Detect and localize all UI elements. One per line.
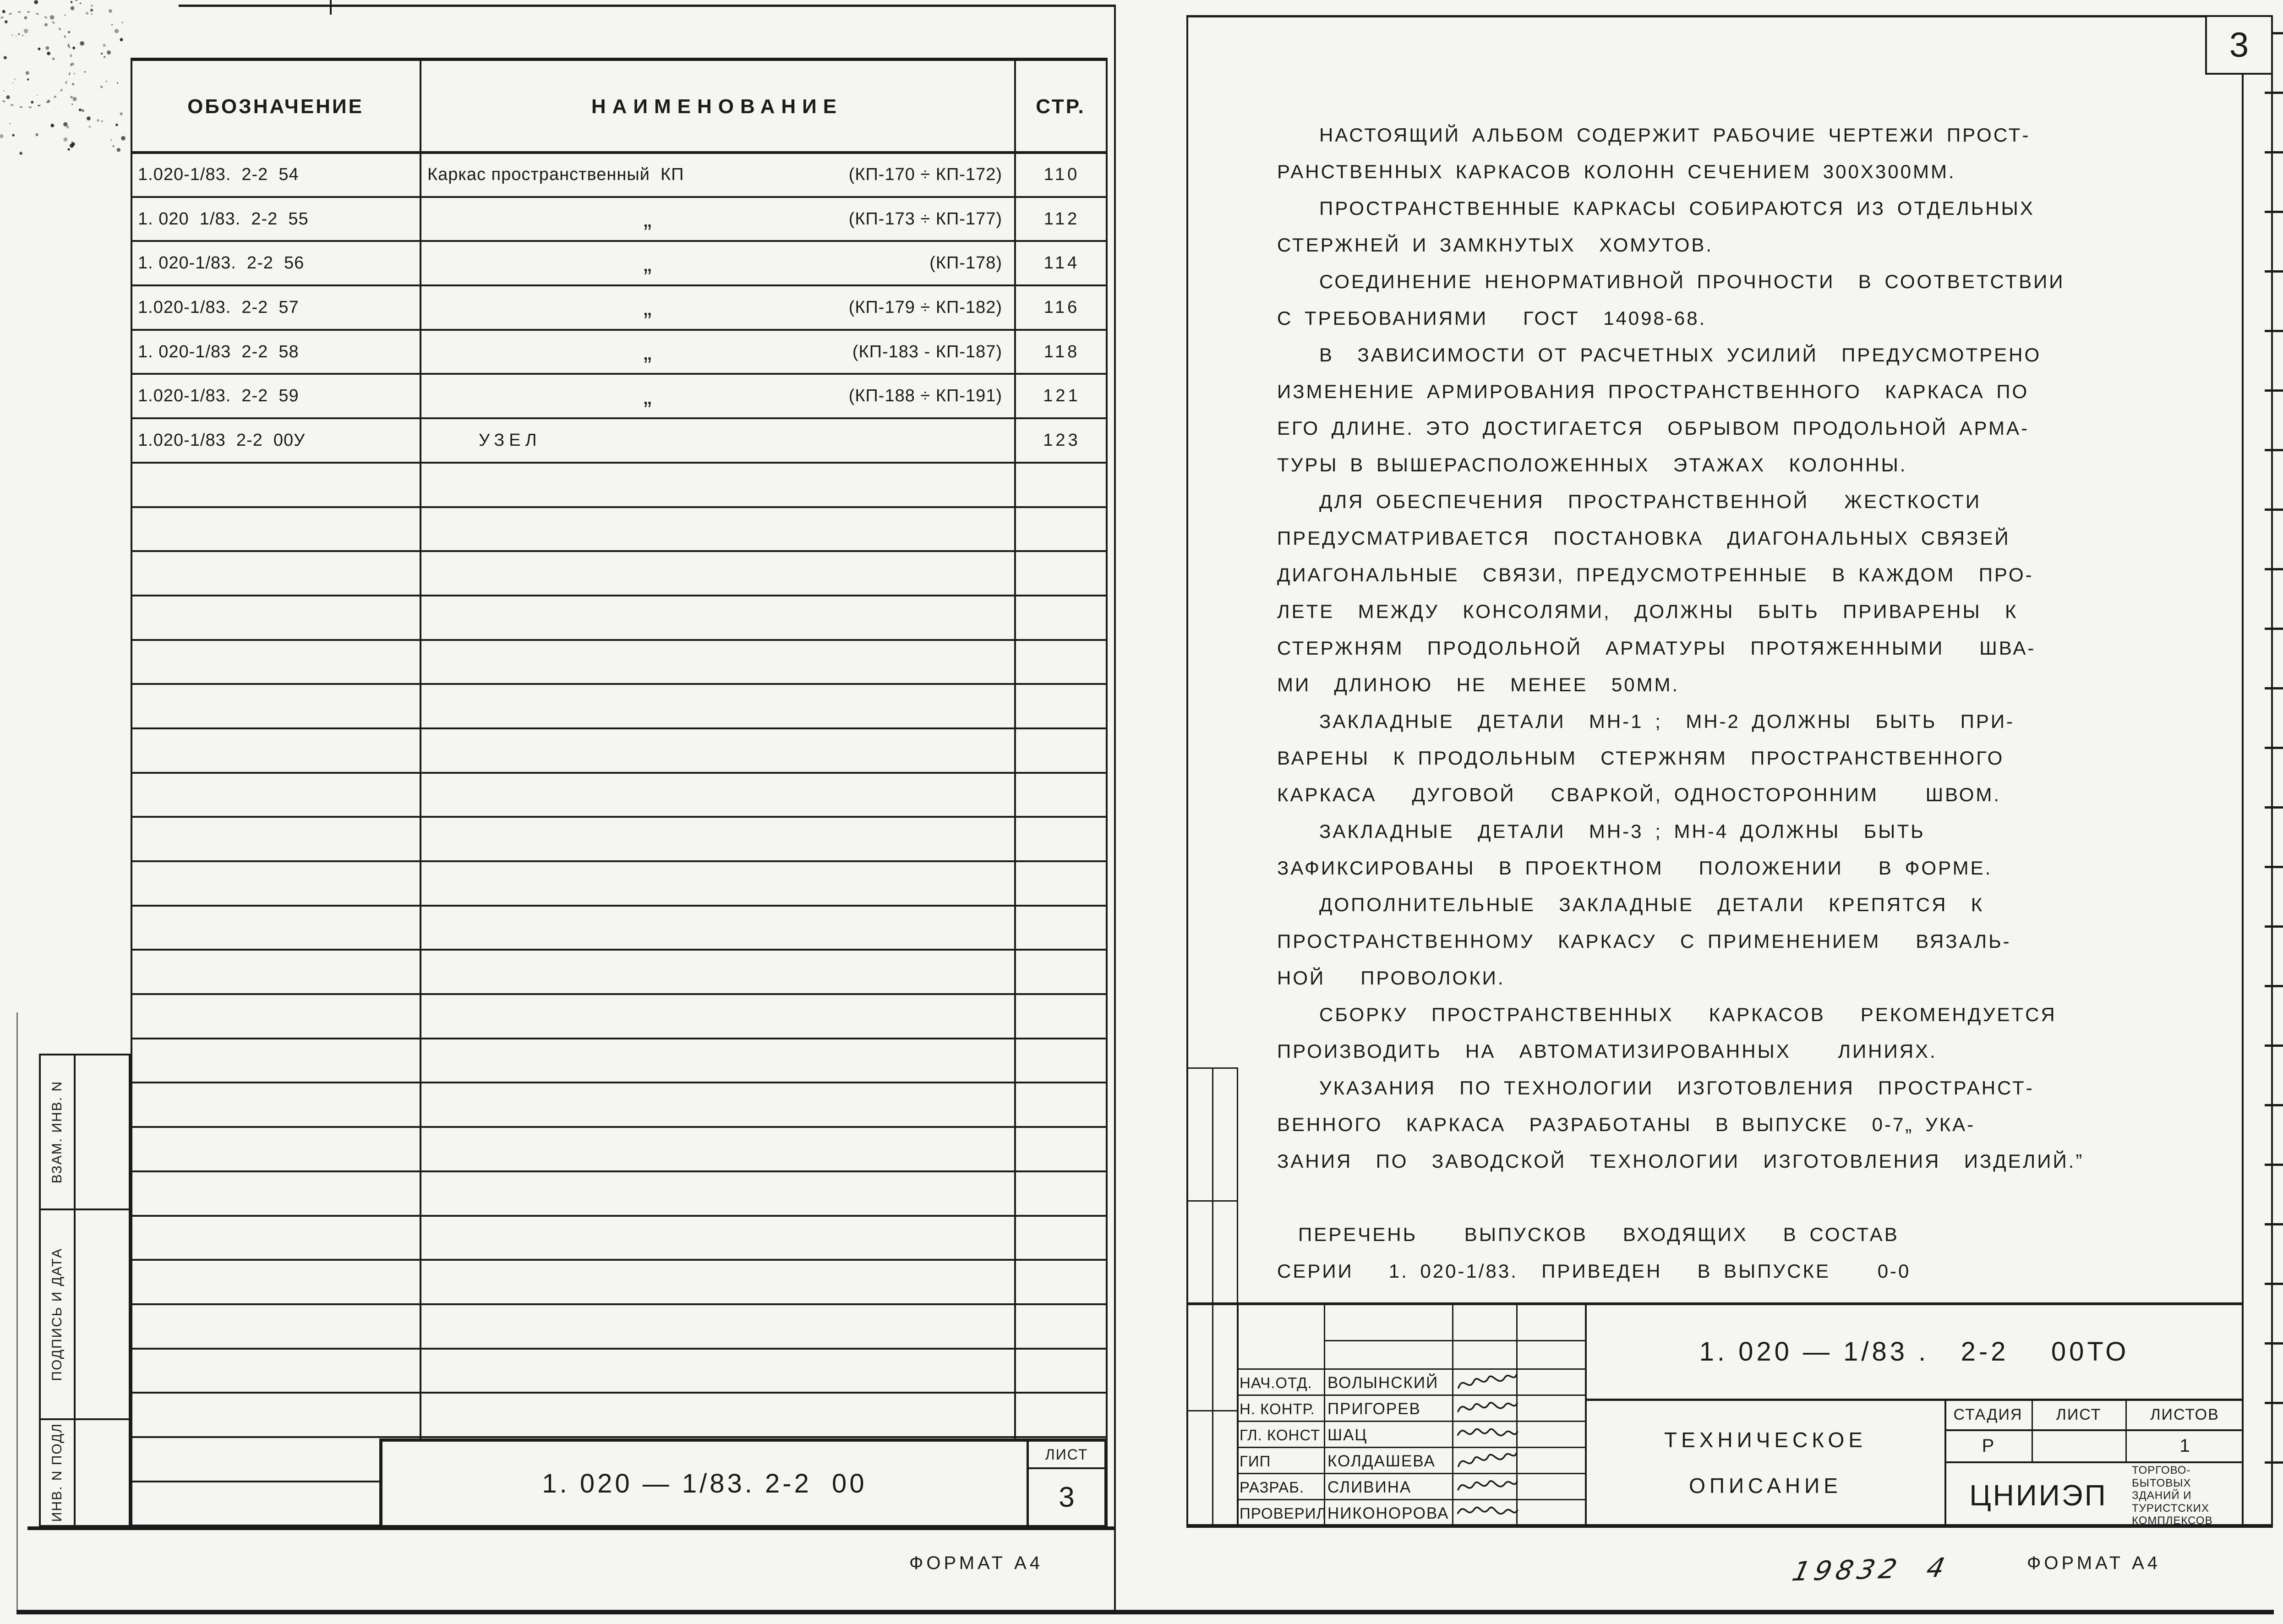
text-line: ЗАФИКСИРОВАНЫ В ПРОЕКТНОМ ПОЛОЖЕНИИ В ФОРМЕ. xyxy=(1277,857,1993,879)
cell-designation: 1.020-1/83 2-2 00У xyxy=(138,430,306,450)
sheets-value: 1 xyxy=(2179,1435,2190,1456)
sheet-cell xyxy=(1027,1442,1104,1525)
doc-number-box xyxy=(379,1438,1108,1528)
edge-tick xyxy=(2265,568,2283,570)
rp-margin-line-c xyxy=(1187,1410,1238,1411)
edge-tick xyxy=(2265,389,2283,392)
cell-designation: 1.020-1/83. 2-2 54 xyxy=(138,164,299,184)
signature-scribble xyxy=(1455,1368,1521,1396)
text-line: ЗАКЛАДНЫЕ ДЕТАЛИ МН-3 ; МН-4 ДОЛЖНЫ БЫТЬ xyxy=(1277,820,1925,842)
org-desc-line: КОМПЛЕКСОВ xyxy=(2132,1515,2213,1527)
right-page-left-border xyxy=(1186,15,1188,1527)
sig-name: ПРИГОРЕВ xyxy=(1327,1400,1421,1418)
sig-row-line xyxy=(1237,1473,1585,1474)
table-row-empty xyxy=(131,774,1108,818)
cell-ditto: „ xyxy=(644,339,652,366)
table-row xyxy=(131,419,1108,464)
edge-tick xyxy=(2265,151,2283,153)
table-row-empty xyxy=(131,685,1108,729)
text-line: ЕГО ДЛИНЕ. ЭТО ДОСТИГАЕТСЯ ОБРЫВОМ ПРОДОЛЬНОЙ АРМА- xyxy=(1277,417,2029,439)
text-line: СЕРИИ 1. 020-1/83. ПРИВЕДЕН В ВЫПУСКЕ 0-0 xyxy=(1277,1260,1911,1282)
cell-name: УЗЕЛ xyxy=(479,430,541,450)
edge-tick xyxy=(2265,270,2283,273)
cell-designation: 1.020-1/83. 2-2 59 xyxy=(138,386,299,406)
cell-range: (КП-178) xyxy=(929,253,1002,273)
margin-label: ИНВ. N ПОДЛ xyxy=(41,1420,76,1525)
rp-margin-line-b xyxy=(1187,1200,1238,1202)
document-title-line2: ОПИСАНИЕ xyxy=(1689,1474,1842,1498)
margin-cell-inv xyxy=(41,1420,129,1525)
text-line: СБОРКУ ПРОСТРАНСТВЕННЫХ КАРКАСОВ РЕКОМЕНДУЕТСЯ xyxy=(1277,1004,2057,1025)
table-row-empty xyxy=(131,818,1108,862)
sig-role: РАЗРАБ. xyxy=(1240,1479,1305,1496)
cell-page: 121 xyxy=(1043,386,1081,406)
sig-name: НИКОНОРОВА xyxy=(1327,1504,1449,1522)
table-top-line xyxy=(131,58,1108,61)
text-line: ИЗМЕНЕНИЕ АРМИРОВАНИЯ ПРОСТРАНСТВЕННОГО КАРКАСА ПО xyxy=(1277,381,2029,402)
table-row xyxy=(131,198,1108,242)
table-col-divider-1 xyxy=(420,60,421,1527)
right-page-outer-border xyxy=(2271,15,2273,1527)
text-line xyxy=(1277,1180,2207,1216)
cell-range: (КП-188 ÷ КП-191) xyxy=(848,386,1002,406)
text-line: ЗАНИЯ ПО ЗАВОДСКОЙ ТЕХНОЛОГИИ ИЗГОТОВЛЕНИЯ ИЗДЕЛИЙ.” xyxy=(1277,1150,2084,1172)
document-title-line1: ТЕХНИЧЕСКОЕ xyxy=(1664,1428,1867,1452)
right-page-bottom-border xyxy=(1186,1524,2273,1528)
sig-role: ГЛ. КОНСТ xyxy=(1240,1427,1321,1444)
tb-stage-values-underline xyxy=(1944,1461,2244,1463)
tb-v-name-sign xyxy=(1452,1302,1453,1527)
sig-role: ПРОВЕРИЛ xyxy=(1240,1505,1327,1522)
signature-scribble xyxy=(1455,1446,1521,1475)
edge-tick xyxy=(2265,628,2283,630)
organization-name: ЦНИИЭП xyxy=(1969,1479,2108,1512)
right-page-top-border xyxy=(1186,15,2273,17)
table-row-empty xyxy=(131,995,1108,1039)
text-line: МИ ДЛИНОЮ НЕ МЕНЕЕ 50ММ. xyxy=(1277,674,1680,695)
edge-tick xyxy=(2265,211,2283,213)
cell-ditto: „ xyxy=(644,383,652,410)
sheet-bottom-edge xyxy=(16,1610,2274,1614)
sheet-number: 3 xyxy=(1059,1481,1075,1513)
cell-designation: 1. 020-1/83. 2-2 56 xyxy=(138,253,305,273)
signature-scribble xyxy=(1455,1498,1521,1527)
table-row-empty xyxy=(131,1039,1108,1084)
table-row-empty xyxy=(131,1261,1108,1305)
edge-tick xyxy=(2265,1461,2283,1464)
edge-tick xyxy=(2265,1104,2283,1106)
cell-designation: 1.020-1/83. 2-2 57 xyxy=(138,297,299,317)
text-line: ДОПОЛНИТЕЛЬНЫЕ ЗАКЛАДНЫЕ ДЕТАЛИ КРЕПЯТСЯ К xyxy=(1277,894,1984,915)
text-line: ТУРЫ В ВЫШЕРАСПОЛОЖЕННЫХ ЭТАЖАХ КОЛОННЫ. xyxy=(1277,454,1907,476)
page-number-cell xyxy=(2205,15,2273,75)
sig-role: Н. КОНТР. xyxy=(1240,1400,1315,1417)
cell-page: 112 xyxy=(1043,209,1080,229)
edge-tick xyxy=(2265,1223,2283,1225)
margin-cell-podpis xyxy=(41,1210,129,1420)
cell-page: 118 xyxy=(1043,342,1080,361)
document-title xyxy=(1587,1402,1944,1524)
cell-range: (КП-170 ÷ КП-172) xyxy=(848,164,1002,184)
table-row-empty xyxy=(131,1217,1108,1261)
text-line: ВАРЕНЫ К ПРОДОЛЬНЫМ СТЕРЖНЯМ ПРОСТРАНСТВЕННОГО xyxy=(1277,747,2004,769)
cell-page: 123 xyxy=(1043,430,1081,450)
cell-range: (КП-179 ÷ КП-182) xyxy=(848,297,1002,317)
text-line: ПРОСТРАНСТВЕННОМУ КАРКАСУ С ПРИМЕНЕНИЕМ ВЯЗАЛЬ- xyxy=(1277,930,2011,952)
left-page-right-border xyxy=(1114,5,1116,1613)
sig-role: ГИП xyxy=(1240,1453,1271,1470)
org-desc-line: ТОРГОВО- xyxy=(2132,1464,2191,1476)
margin-label: ПОДПИСЬ И ДАТА xyxy=(41,1210,76,1418)
edge-tick xyxy=(2265,925,2283,928)
signature-scribble xyxy=(1456,1475,1520,1498)
sig-row-line xyxy=(1237,1499,1585,1500)
cell-range: (КП-183 - КП-187) xyxy=(852,342,1002,361)
edge-tick xyxy=(2265,1044,2283,1047)
corner-stamp xyxy=(0,0,137,165)
title-block-doc-number: 1. 020 — 1/83 . 2-2 00ТО xyxy=(1699,1336,2130,1367)
cell-designation: 1. 020 1/83. 2-2 55 xyxy=(138,209,309,229)
doc-number: 1. 020 — 1/83. 2-2 00 xyxy=(542,1468,867,1498)
table-row-empty xyxy=(131,729,1108,774)
format-label-left: ФОРМАТ А4 xyxy=(909,1553,1043,1573)
rp-margin-divider-1 xyxy=(1212,1067,1213,1526)
table-row-empty xyxy=(131,1172,1108,1217)
org-desc-line: ЗДАНИЙ И xyxy=(2132,1489,2192,1502)
cell-ditto: „ xyxy=(644,250,652,277)
text-line: СТЕРЖНЕЙ И ЗАМКНУТЫХ ХОМУТОВ. xyxy=(1277,234,1714,256)
table-row-empty xyxy=(131,464,1108,508)
toc-header-page: СТР. xyxy=(1036,95,1086,118)
edge-tick xyxy=(2265,92,2283,94)
cell-range: (КП-173 ÷ КП-177) xyxy=(848,209,1002,229)
table-left-border xyxy=(131,60,132,1527)
page-number: 3 xyxy=(2229,25,2249,65)
sheet-left-edge xyxy=(16,1012,18,1613)
text-line: ЛЕТЕ МЕЖДУ КОНСОЛЯМИ, ДОЛЖНЫ БЫТЬ ПРИВАРЕНЫ К xyxy=(1277,601,2018,622)
signature-scribble xyxy=(1456,1397,1520,1420)
edge-tick xyxy=(2265,866,2283,868)
sig-row-line xyxy=(1237,1368,1585,1370)
text-line: ДИАГОНАЛЬНЫЕ СВЯЗИ, ПРЕДУСМОТРЕННЫЕ В КАЖДОМ ПРО- xyxy=(1277,564,2034,585)
organization-description xyxy=(2132,1464,2243,1527)
table-row-empty xyxy=(131,1128,1108,1172)
margin-stamp-column xyxy=(39,1054,131,1527)
table-row-empty xyxy=(131,552,1108,596)
text-line: ВЕННОГО КАРКАСА РАЗРАБОТАНЫ В ВЫПУСКЕ 0-7„ УКА- xyxy=(1277,1114,1976,1135)
table-row-empty xyxy=(131,508,1108,552)
signature-scribble xyxy=(1455,1420,1521,1449)
table-row xyxy=(131,286,1108,331)
sig-role: НАЧ.ОТД. xyxy=(1240,1374,1312,1391)
table-row-empty xyxy=(131,1305,1108,1350)
table-row xyxy=(131,242,1108,286)
text-line: УКАЗАНИЯ ПО ТЕХНОЛОГИИ ИЗГОТОВЛЕНИЯ ПРОСТРАНСТ- xyxy=(1277,1077,2034,1099)
edge-tick xyxy=(2265,687,2283,689)
sig-name: КОЛДАШЕВА xyxy=(1327,1452,1436,1470)
table-row-empty xyxy=(131,1350,1108,1394)
table-row-empty xyxy=(131,862,1108,907)
sheet-value xyxy=(2033,1430,2125,1461)
toc-header-name: НАИМЕНОВАНИЕ xyxy=(591,95,843,118)
tb-partial-line xyxy=(1324,1340,1585,1341)
sig-name: СЛИВИНА xyxy=(1327,1478,1412,1496)
table-row-empty xyxy=(131,1394,1108,1438)
sig-row-line xyxy=(1237,1447,1585,1448)
tb-v-left xyxy=(1237,1302,1239,1527)
margin-cell-vzam xyxy=(41,1055,129,1210)
right-page-right-border xyxy=(2242,15,2244,1527)
text-line: ДЛЯ ОБЕСПЕЧЕНИЯ ПРОСТРАНСТВЕННОЙ ЖЕСТКОСТИ xyxy=(1277,491,1982,512)
tb-v-role-name xyxy=(1324,1302,1325,1527)
edge-tick xyxy=(2265,985,2283,987)
sheet-label: ЛИСТ xyxy=(1029,1442,1104,1469)
table-col-divider-2 xyxy=(1014,60,1016,1527)
text-line: ЗАКЛАДНЫЕ ДЕТАЛИ МН-1 ; МН-2 ДОЛЖНЫ БЫТЬ ПРИ- xyxy=(1277,711,2015,732)
text-line: СОЕДИНЕНИЕ НЕНОРМАТИВНОЙ ПРОЧНОСТИ В СООТВЕТСТВИИ xyxy=(1277,271,2065,292)
sig-row-line xyxy=(1237,1421,1585,1422)
table-row xyxy=(131,375,1108,419)
table-row-empty xyxy=(131,641,1108,685)
text-line: НОЙ ПРОВОЛОКИ. xyxy=(1277,967,1505,989)
edge-tick xyxy=(2265,1283,2283,1285)
cell-page: 116 xyxy=(1043,297,1080,317)
stage-header: СТАДИЯ xyxy=(1953,1406,2023,1423)
edge-tick xyxy=(2265,509,2283,511)
text-line: РАНСТВЕННЫХ КАРКАСОВ КОЛОНН СЕЧЕНИЕМ 300Х300ММ. xyxy=(1277,161,1956,182)
sig-name: ВОЛЫНСКИЙ xyxy=(1327,1374,1439,1392)
text-line: ПРОСТРАНСТВЕННЫЕ КАРКАСЫ СОБИРАЮТСЯ ИЗ ОТДЕЛЬНЫХ xyxy=(1277,197,2035,219)
toc-table-body xyxy=(131,153,1108,1526)
text-line: В ЗАВИСИМОСТИ ОТ РАСЧЕТНЫХ УСИЛИЙ ПРЕДУСМОТРЕНО xyxy=(1277,344,2042,366)
handwritten-inventory-number: 19832 4 xyxy=(1789,1552,1952,1587)
table-row-empty xyxy=(131,951,1108,995)
sheets-header: ЛИСТОВ xyxy=(2150,1406,2219,1423)
cell-ditto: „ xyxy=(644,294,652,321)
sheet-header: ЛИСТ xyxy=(2056,1406,2102,1423)
margin-label: ВЗАМ. ИНВ. N xyxy=(41,1055,76,1208)
text-line: ПРЕДУСМАТРИВАЕТСЯ ПОСТАНОВКА ДИАГОНАЛЬНЫХ СВЯЗЕЙ xyxy=(1277,527,2010,549)
toc-header-designation: ОБОЗНАЧЕНИЕ xyxy=(187,95,364,118)
table-row xyxy=(131,153,1108,198)
table-row-empty xyxy=(131,596,1108,641)
edge-tick xyxy=(2265,449,2283,451)
org-desc-line: ТУРИСТСКИХ xyxy=(2132,1502,2209,1515)
edge-tick xyxy=(2265,330,2283,332)
rp-margin-line-a xyxy=(1187,1067,1238,1069)
org-desc-line: БЫТОВЫХ xyxy=(2132,1476,2191,1489)
text-line: С ТРЕБОВАНИЯМИ ГОСТ 14098-68. xyxy=(1277,307,1707,329)
text-line: СТЕРЖНЯМ ПРОДОЛЬНОЙ АРМАТУРЫ ПРОТЯЖЕННЫМИ ШВА- xyxy=(1277,637,2036,659)
cell-ditto: „ xyxy=(644,206,652,233)
table-row xyxy=(131,331,1108,375)
edge-tick xyxy=(2265,1402,2283,1404)
toc-table-header xyxy=(131,60,1108,153)
table-row-empty xyxy=(131,907,1108,951)
edge-tick xyxy=(2265,1342,2283,1345)
format-label-right: ФОРМАТ А4 xyxy=(2027,1553,2161,1573)
cell-page: 114 xyxy=(1043,253,1080,273)
technical-description-text xyxy=(1277,117,2207,1290)
text-line: КАРКАСА ДУГОВОЙ СВАРКОЙ, ОДНОСТОРОННИМ ШВОМ. xyxy=(1277,784,2001,805)
edge-tick xyxy=(2265,806,2283,809)
text-line: ПЕРЕЧЕНЬ ВЫПУСКОВ ВХОДЯЩИХ В СОСТАВ xyxy=(1277,1224,1899,1245)
text-line: ПРОИЗВОДИТЬ НА АВТОМАТИЗИРОВАННЫХ ЛИНИЯХ. xyxy=(1277,1040,1937,1062)
edge-tick xyxy=(2265,1164,2283,1166)
stage-value: Р xyxy=(1982,1435,1994,1456)
registration-tick xyxy=(330,0,332,15)
table-right-border xyxy=(1106,60,1108,1527)
table-row-empty xyxy=(131,1083,1108,1128)
cell-page: 110 xyxy=(1043,164,1080,184)
text-line: НАСТОЯЩИЙ АЛЬБОМ СОДЕРЖИТ РАБОЧИЕ ЧЕРТЕЖИ ПРОСТ- xyxy=(1277,124,2031,146)
sig-name: ШАЦ xyxy=(1327,1426,1368,1444)
cell-name: Каркас пространственный КП xyxy=(427,164,684,184)
edge-tick xyxy=(2265,747,2283,749)
left-page-top-border xyxy=(179,5,1116,7)
cell-designation: 1. 020-1/83 2-2 58 xyxy=(138,342,299,361)
sig-row-line xyxy=(1237,1394,1585,1396)
